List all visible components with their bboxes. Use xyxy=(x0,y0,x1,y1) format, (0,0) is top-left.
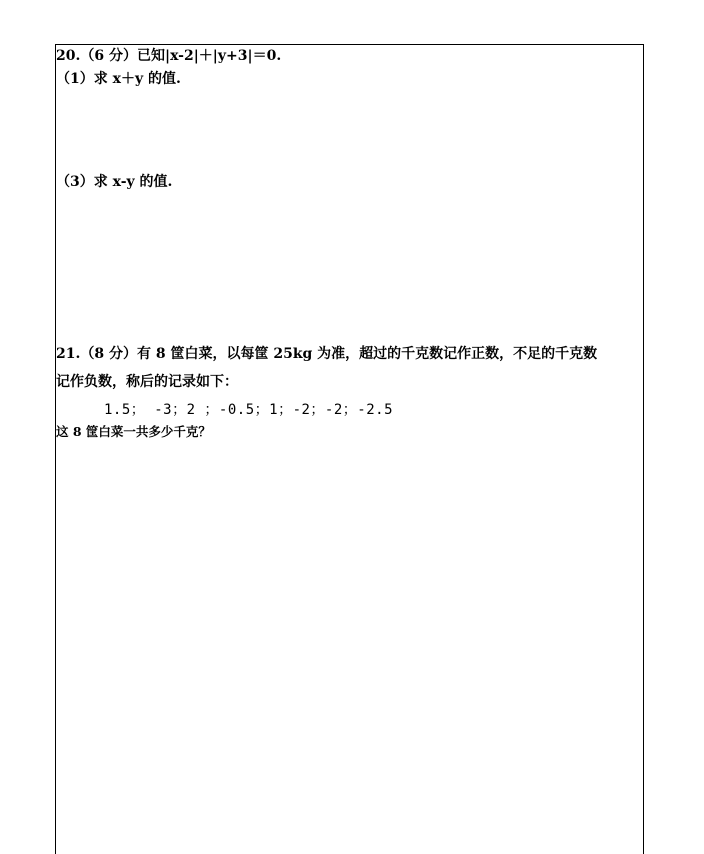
answer-box-frame xyxy=(55,44,644,854)
q20-title: 20.（6 分）已知|x-2|＋|y+3|＝0. xyxy=(56,48,282,64)
q20-part3: （3）求 x-y 的值. xyxy=(56,174,173,190)
q20-part1: （1）求 x＋y 的值. xyxy=(56,71,181,87)
q21-question: 这 8 筐白菜一共多少千克？ xyxy=(56,424,211,439)
q21-title-line1: 21.（8 分）有 8 筐白菜，以每筐 25kg 为准，超过的千克数记作正数，不足的千克数 xyxy=(56,346,598,362)
q21-records: 1.5； -3；2 ；-0.5；1；-2；-2；-2.5 xyxy=(104,402,394,418)
q21-title-line2: 记作负数，称后的记录如下： xyxy=(56,374,238,390)
